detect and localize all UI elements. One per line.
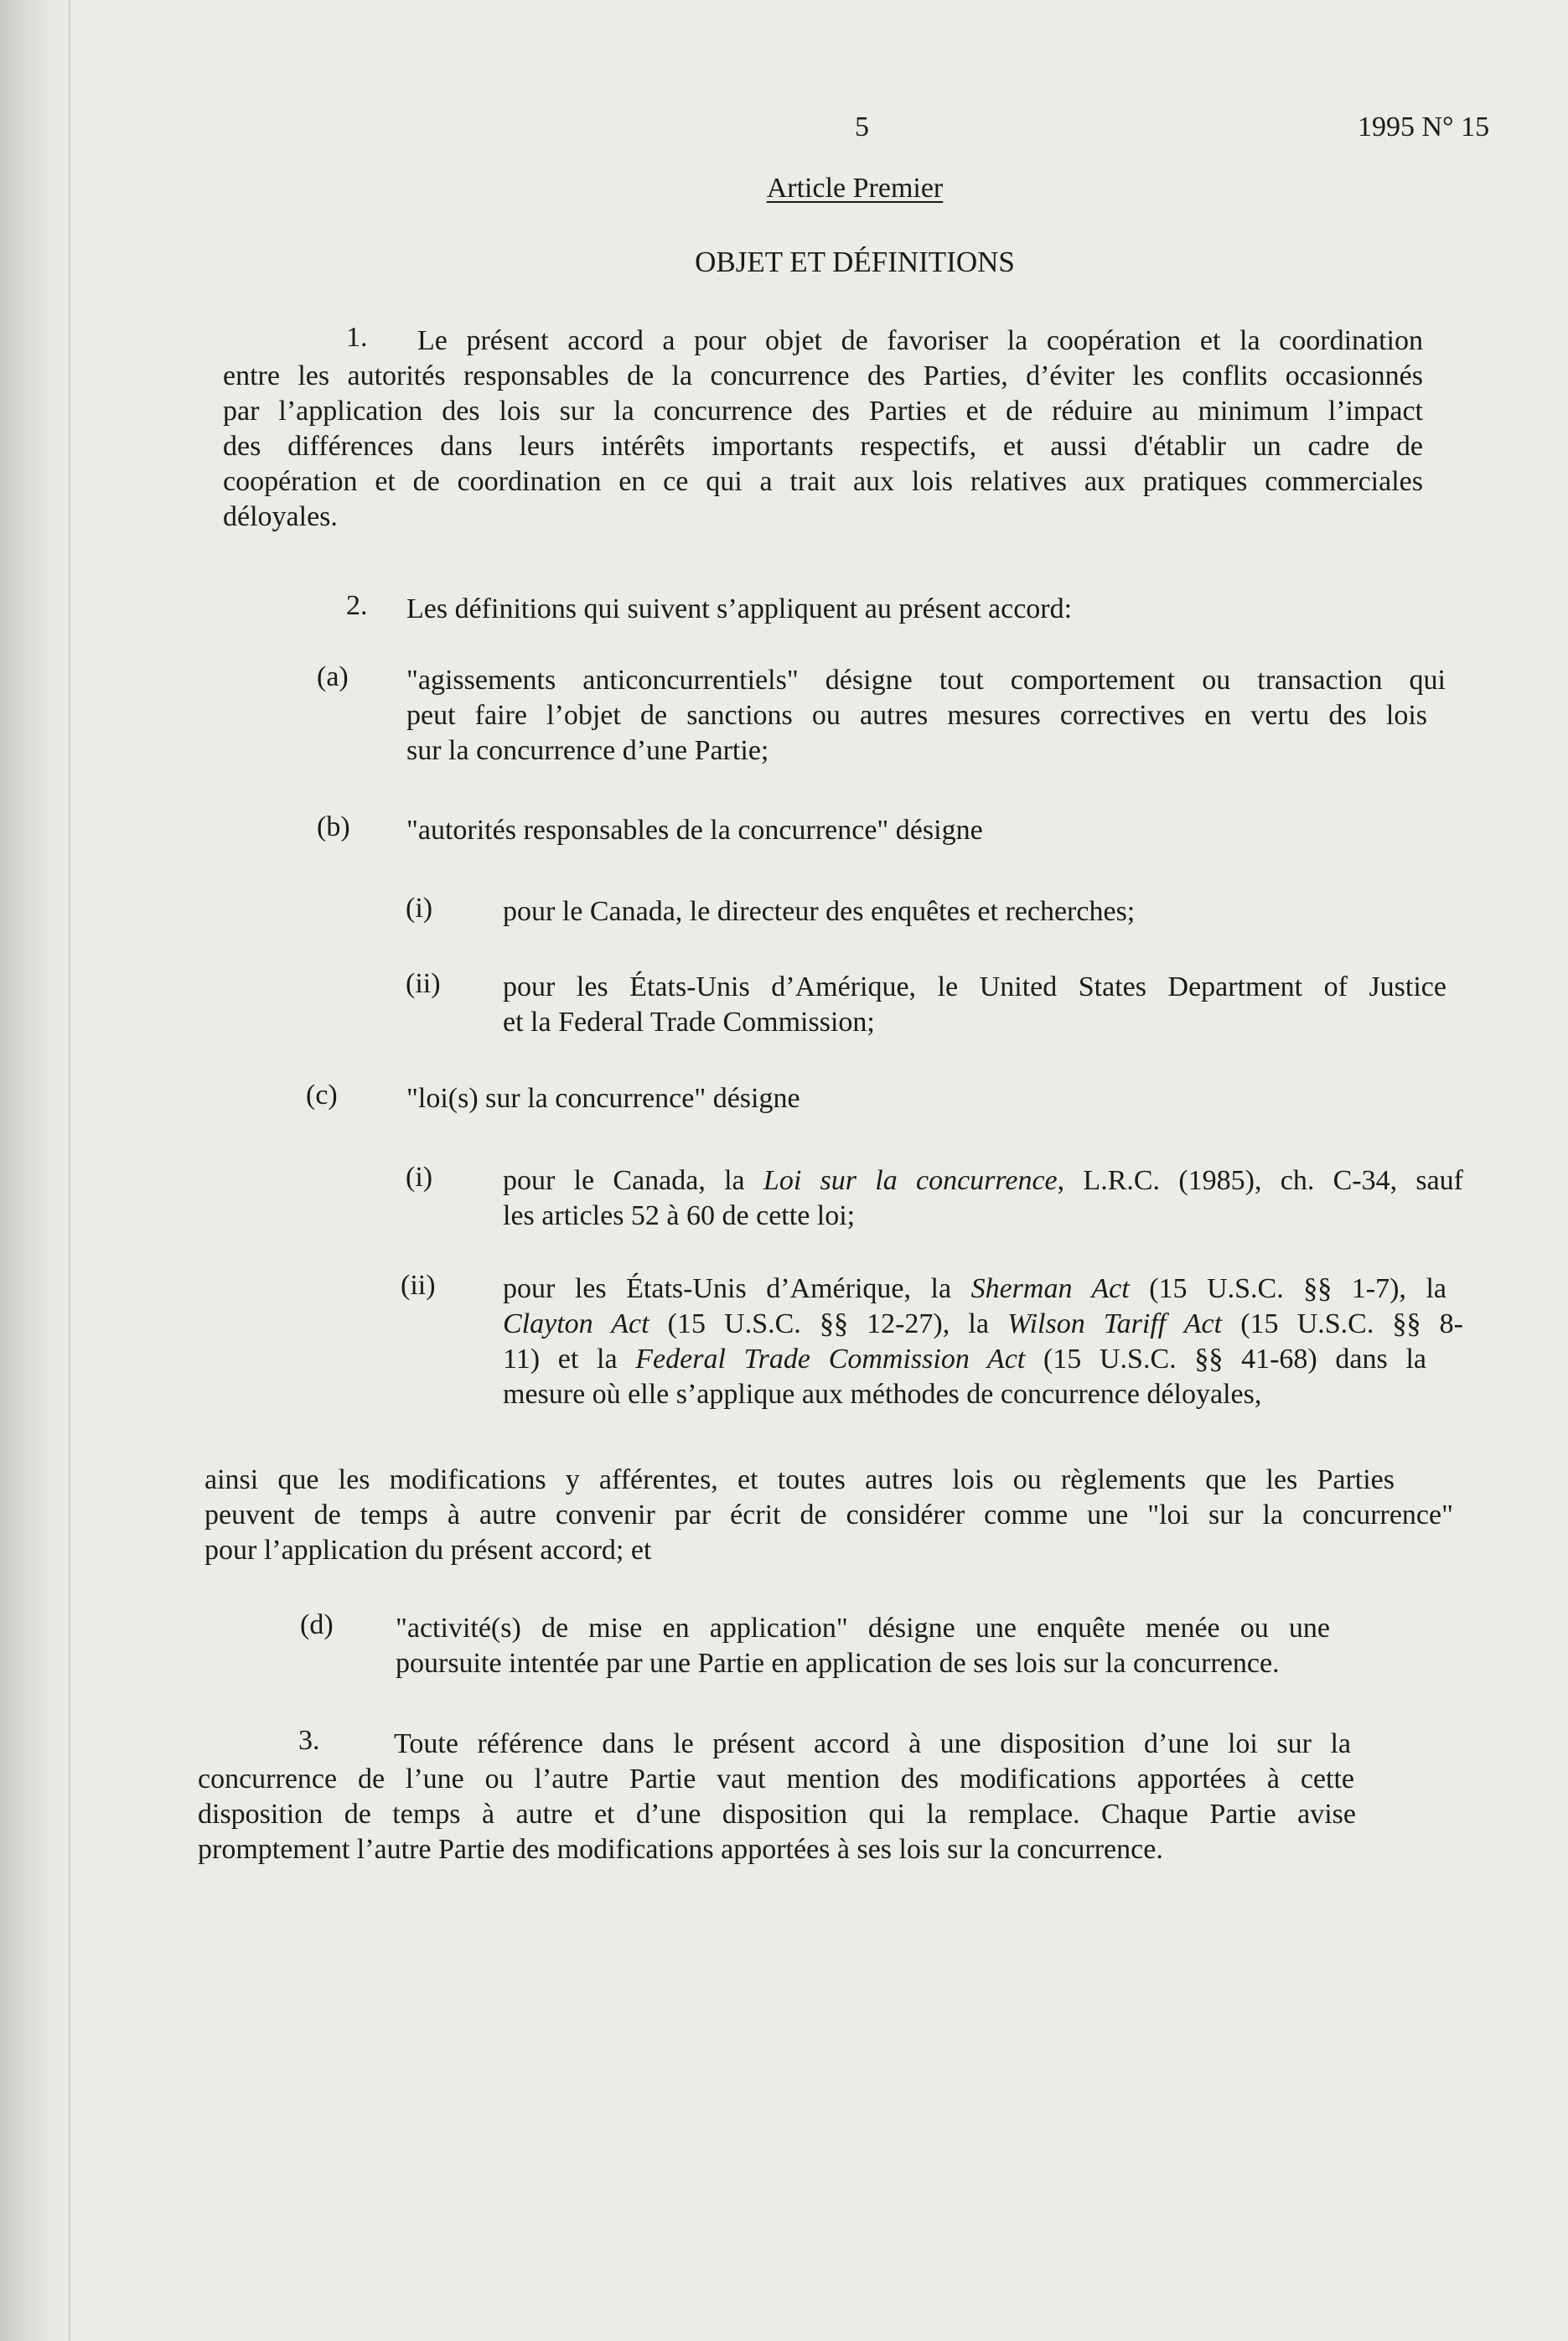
continuation-line: pour l’application du présent accord; et	[204, 1535, 652, 1566]
article-heading: OBJET ET DÉFINITIONS	[695, 246, 1015, 278]
paragraph-line: coopération et de coordination en ce qui a trait aux lois relatives aux pratiques commerciales	[223, 466, 1423, 497]
paragraph-line: par l’application des lois sur la concurrence des Parties et de réduire au minimum l’impact	[223, 396, 1423, 427]
subitem-label: (i)	[406, 893, 433, 924]
text-run: , L.R.C. (1985), ch. C-34, sauf	[1057, 1165, 1463, 1196]
paragraph-line: Toute référence dans le présent accord à une disposition d’une loi sur la	[394, 1728, 1351, 1759]
subitem-label: (ii)	[406, 968, 441, 999]
page-number: 5	[855, 111, 869, 142]
subitem-line: les articles 52 à 60 de cette loi;	[503, 1200, 856, 1231]
subitem-label: (ii)	[401, 1270, 436, 1301]
definition-line: peut faire l’objet de sanctions ou autres mesures correctives en vertu des lois	[406, 700, 1427, 731]
subitem-line: pour les États-Unis d’Amérique, le United States Department of Justice	[503, 971, 1446, 1002]
definition-line: "activité(s) de mise en application" désigne une enquête menée ou une	[396, 1613, 1330, 1644]
statute-title: Clayton Act	[503, 1308, 649, 1339]
statute-title: Federal Trade Commission Act	[635, 1344, 1026, 1375]
document-reference: 1995 N° 15	[1358, 111, 1490, 142]
continuation-line: ainsi que les modifications y afférentes, et toutes autres lois ou règlements que les Parties	[204, 1464, 1395, 1495]
paragraph-line: promptement l’autre Partie des modifications apportées à ses lois sur la concurrence.	[198, 1834, 1163, 1865]
subitem-line: mesure où elle s’applique aux méthodes de concurrence déloyales,	[503, 1379, 1262, 1410]
definition-line: poursuite intentée par une Partie en application de ses lois sur la concurrence.	[396, 1648, 1280, 1679]
subitem-line	[503, 1342, 1426, 1377]
article-label: Article Premier	[766, 173, 944, 204]
subitem-line	[503, 1163, 1463, 1199]
paragraph-line: déloyales.	[223, 501, 338, 532]
paragraph-number: 3.	[298, 1725, 320, 1756]
subitem-text: pour le Canada, le directeur des enquêtes et recherches;	[503, 896, 1136, 927]
statute-title: Sherman Act	[970, 1273, 1130, 1304]
paragraph-text: Les définitions qui suivent s’appliquent au présent accord:	[406, 593, 1073, 624]
paragraph-line: des différences dans leurs intérêts importants respectifs, et aussi d'établir un cadre de	[223, 431, 1423, 462]
text-run: 11) et la	[503, 1344, 636, 1375]
definition-label: (c)	[306, 1080, 338, 1111]
paragraph-line: disposition de temps à autre et d’une disposition qui la remplace. Chaque Partie avise	[198, 1799, 1356, 1830]
subitem-line	[503, 1271, 1446, 1307]
subitem-line: et la Federal Trade Commission;	[503, 1007, 875, 1038]
text-run: (15 U.S.C. §§ 41-68) dans la	[1025, 1344, 1426, 1375]
text-run: (15 U.S.C. §§ 8-	[1222, 1308, 1463, 1339]
text-run: (15 U.S.C. §§ 1-7), la	[1129, 1273, 1446, 1304]
definition-text: "autorités responsables de la concurrence" désigne	[406, 815, 983, 846]
definition-text: "loi(s) sur la concurrence" désigne	[406, 1083, 800, 1114]
statute-title: Wilson Tariff Act	[1007, 1308, 1223, 1339]
paragraph-line: Le présent accord a pour objet de favoriser la coopération et la coordination	[417, 325, 1423, 356]
paragraph-line: entre les autorités responsables de la concurrence des Parties, d’éviter les conflits occasionnés	[223, 360, 1423, 391]
paragraph-number: 2.	[346, 590, 368, 621]
definition-line: "agissements anticoncurrentiels" désigne tout comportement ou transaction qui	[406, 665, 1446, 696]
paragraph-number: 1.	[346, 322, 368, 353]
paragraph-line: concurrence de l’une ou l’autre Partie vaut mention des modifications apportées à cette	[198, 1764, 1354, 1795]
definition-line: sur la concurrence d’une Partie;	[406, 735, 769, 766]
statute-title: Loi sur la concurrence	[763, 1165, 1058, 1196]
definition-label: (d)	[300, 1609, 334, 1640]
definition-label: (a)	[317, 661, 349, 692]
continuation-line: peuvent de temps à autre convenir par écrit de considérer comme une "loi sur la concurrence"	[204, 1499, 1453, 1530]
subitem-label: (i)	[406, 1162, 433, 1193]
text-run: pour le Canada, la	[503, 1165, 763, 1196]
text-run: (15 U.S.C. §§ 12-27), la	[649, 1308, 1008, 1339]
text-run: pour les États-Unis d’Amérique, la	[503, 1273, 971, 1304]
definition-label: (b)	[317, 811, 350, 842]
subitem-line	[503, 1307, 1463, 1342]
